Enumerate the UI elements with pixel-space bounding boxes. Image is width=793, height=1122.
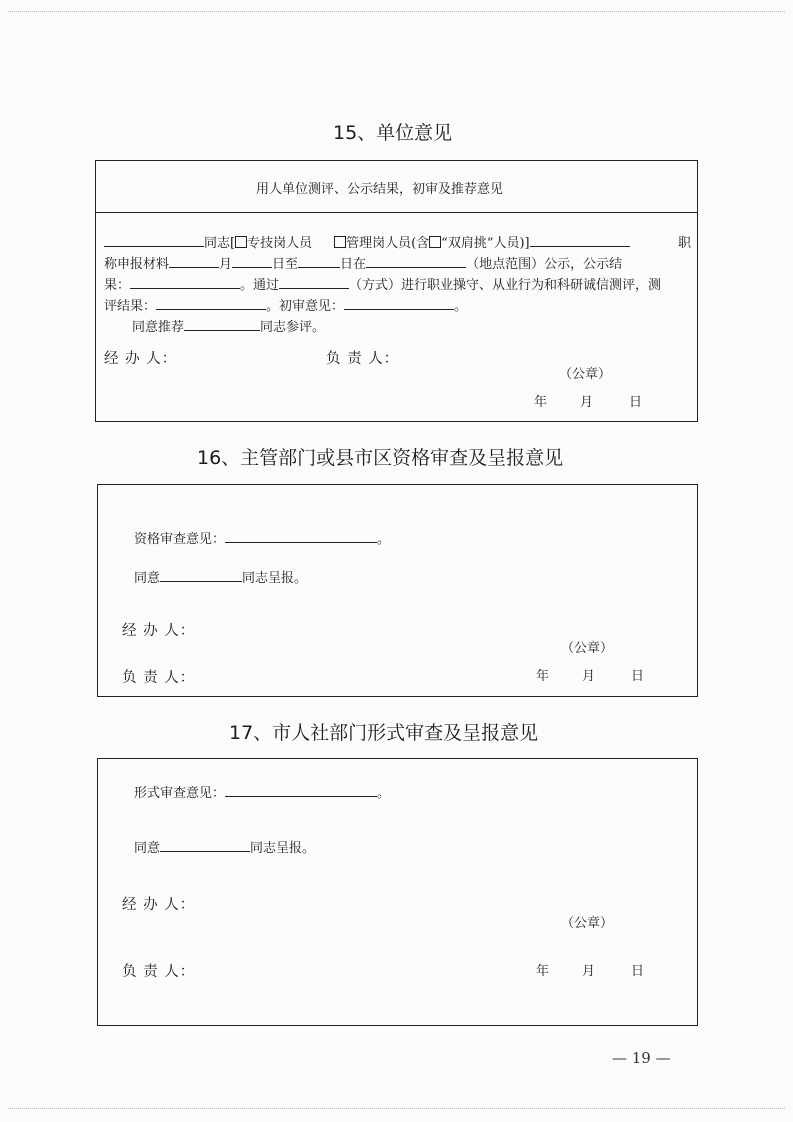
s15-handler-label: 经 办 人： [104,351,178,367]
location-blank[interactable] [366,255,466,268]
s16-opinion-line: 资格审查意见： 。 [134,532,391,547]
s16-seal-label: （公章） [561,641,614,656]
s15-line-2: 称申报材料 月 日至 日在 （地点范围）公示，公示结 [104,257,623,272]
section-17-box [97,758,698,1026]
s16-agree-line: 同意 同志呈报。 [134,571,308,586]
end-day-blank[interactable] [298,255,340,268]
s15-seal-label: （公章） [559,367,612,382]
section-15-header: 用人单位测评、公示结果，初审及推荐意见 [256,182,504,197]
title-blank[interactable] [530,234,630,247]
section-16-title: 16、主管部门或县市区资格审查及呈报意见 [197,447,564,469]
s15-line-5: 同意推荐 同志参评。 [132,320,326,335]
s17-opinion-line: 形式审查意见： 。 [134,786,391,801]
checkbox-dual-role[interactable] [429,236,441,248]
s15-line-4: 评结果： 。初审意见： 。 [104,299,468,314]
s15-year: 年 [534,395,548,410]
page-number: — 19 — [612,1049,671,1067]
s17-seal-label: （公章） [561,916,614,931]
checkbox-management-post[interactable] [334,236,346,248]
month-blank[interactable] [169,255,219,268]
qualification-opinion-blank[interactable] [225,530,377,543]
start-day-blank[interactable] [232,255,272,268]
s17-day: 日 [631,964,645,979]
recommend-name-blank[interactable] [184,318,260,331]
s17-leader-label: 负 责 人： [122,964,196,980]
s16-year: 年 [536,669,550,684]
publicity-result-blank[interactable] [130,276,240,289]
s15-line-1: 同志[ 专技岗人员 管理岗人员(含 “双肩挑”人员)] 职 [104,232,691,251]
s16-day: 日 [631,669,645,684]
section-15-box [95,160,698,422]
s16-month: 月 [582,669,596,684]
s17-year: 年 [536,964,550,979]
s16-handler-label: 经 办 人： [122,623,196,639]
method-blank[interactable] [279,276,349,289]
formal-opinion-blank[interactable] [225,784,377,797]
section-17-title: 17、市人社部门形式审查及呈报意见 [229,722,539,744]
name-blank[interactable] [104,234,204,247]
checkbox-tech-post[interactable] [235,236,247,248]
top-border-line [8,11,785,12]
s15-month: 月 [580,395,594,410]
evaluation-result-blank[interactable] [156,297,266,310]
initial-opinion-blank[interactable] [344,297,454,310]
s16-name-blank[interactable] [160,569,242,582]
s17-handler-label: 经 办 人： [122,897,196,913]
s17-month: 月 [582,964,596,979]
s15-day: 日 [629,395,643,410]
bottom-border-line [8,1108,785,1109]
s15-leader-label: 负 责 人： [326,351,400,367]
section-15-title: 15、单位意见 [333,122,453,144]
section-15-header-row [96,161,697,213]
s16-leader-label: 负 责 人： [122,670,196,686]
s15-line-3: 果： 。通过 （方式）进行职业操守、从业行为和科研诚信测评，测 [104,278,662,293]
s17-agree-line: 同意 同志呈报。 [134,841,316,856]
section-16-box [97,484,698,697]
s17-name-blank[interactable] [160,839,250,852]
